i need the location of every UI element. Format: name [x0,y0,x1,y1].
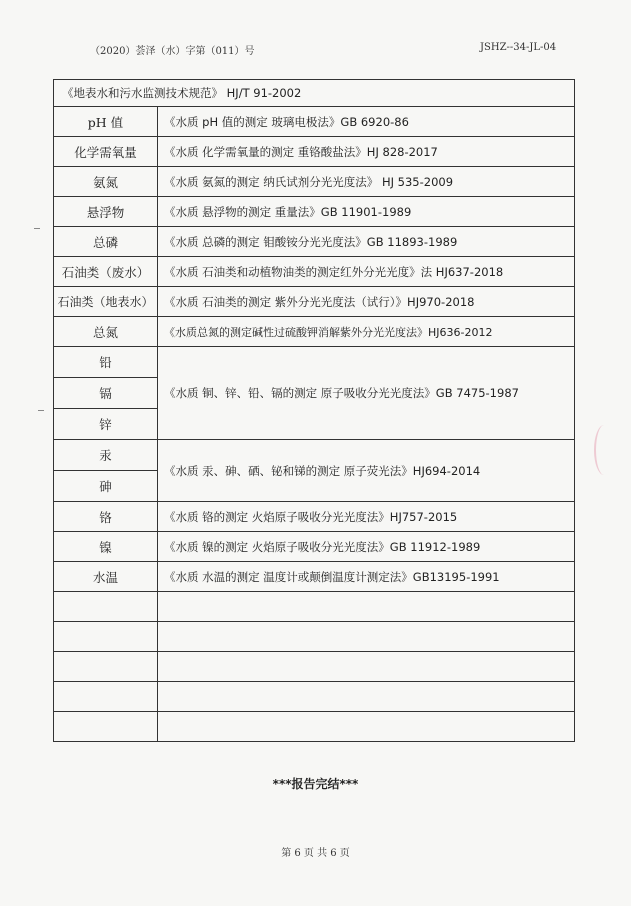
table-row [54,167,575,197]
parameter-cell: 总氮 [54,317,158,347]
method-cell: 《水质 pH 值的测定 玻璃电极法》GB 6920-86 [158,107,575,137]
method-cell: 《水质 镍的测定 火焰原子吸收分光光度法》GB 11912-1989 [158,532,575,562]
stamp-edge-mark [594,425,614,475]
method-cell: 《水质总氮的测定碱性过硫酸钾消解紫外分光光度法》HJ636-2012 [158,317,575,347]
parameter-cell: 悬浮物 [54,197,158,227]
parameter-cell: 砷 [54,471,158,502]
empty-cell [54,652,158,682]
table-row [54,287,575,317]
parameter-cell: 水温 [54,562,158,592]
parameter-cell: pH 值 [54,107,158,137]
empty-cell [158,712,575,742]
table-row [54,562,575,592]
parameter-cell: 汞 [54,440,158,471]
method-cell: 《水质 汞、砷、硒、铋和锑的测定 原子荧光法》HJ694-2014 [158,440,575,502]
empty-row [54,592,575,622]
parameter-cell: 化学需氧量 [54,137,158,167]
table-title-cell: 《地表水和污水监测技术规范》 HJ/T 91-2002 [54,80,575,107]
empty-row [54,622,575,652]
table-row [54,317,575,347]
method-standards-table [53,79,575,742]
parameter-cell: 铬 [54,502,158,532]
empty-row [54,652,575,682]
parameter-cell: 镍 [54,532,158,562]
table-row [54,137,575,167]
table-row [54,257,575,287]
method-cell: 《水质 氨氮的测定 纳氏试剂分光光度法》 HJ 535-2009 [158,167,575,197]
table-title-row [54,80,575,107]
table-row [54,197,575,227]
parameter-cell: 氨氮 [54,167,158,197]
empty-cell [158,682,575,712]
report-number: （2020）荟泽（水）字第（011）号 [90,46,255,57]
method-cell: 《水质 水温的测定 温度计或颠倒温度计测定法》GB13195-1991 [158,562,575,592]
empty-cell [54,592,158,622]
table-row [54,440,575,471]
empty-cell [158,652,575,682]
table-row [54,227,575,257]
method-cell: 《水质 铬的测定 火焰原子吸收分光光度法》HJ757-2015 [158,502,575,532]
parameter-cell: 锌 [54,409,158,440]
empty-cell [54,712,158,742]
scan-mark [34,228,40,229]
empty-cell [158,592,575,622]
empty-cell [158,622,575,652]
empty-cell [54,682,158,712]
table-row [54,532,575,562]
method-cell: 《水质 石油类和动植物油类的测定红外分光光度》法 HJ637-2018 [158,257,575,287]
page-number: 第 6 页 共 6 页 [281,848,350,859]
empty-row [54,712,575,742]
parameter-cell: 铅 [54,347,158,378]
method-cell: 《水质 化学需氧量的测定 重铬酸盐法》HJ 828-2017 [158,137,575,167]
scan-mark [38,410,44,411]
method-cell: 《水质 悬浮物的测定 重量法》GB 11901-1989 [158,197,575,227]
table-row [54,347,575,378]
table-row [54,502,575,532]
parameter-cell: 石油类（地表水） [54,287,158,317]
parameter-cell: 镉 [54,378,158,409]
parameter-cell: 石油类（废水） [54,257,158,287]
report-end-marker: ***报告完结*** [272,777,359,791]
table-row [54,107,575,137]
parameter-cell: 总磷 [54,227,158,257]
empty-row [54,682,575,712]
method-cell: 《水质 总磷的测定 钼酸铵分光光度法》GB 11893-1989 [158,227,575,257]
empty-cell [54,622,158,652]
method-cell: 《水质 石油类的测定 紫外分光光度法（试行）》HJ970-2018 [158,287,575,317]
form-code: JSHZ--34-JL-04 [480,42,557,53]
method-cell: 《水质 铜、锌、铅、镉的测定 原子吸收分光光度法》GB 7475-1987 [158,347,575,440]
